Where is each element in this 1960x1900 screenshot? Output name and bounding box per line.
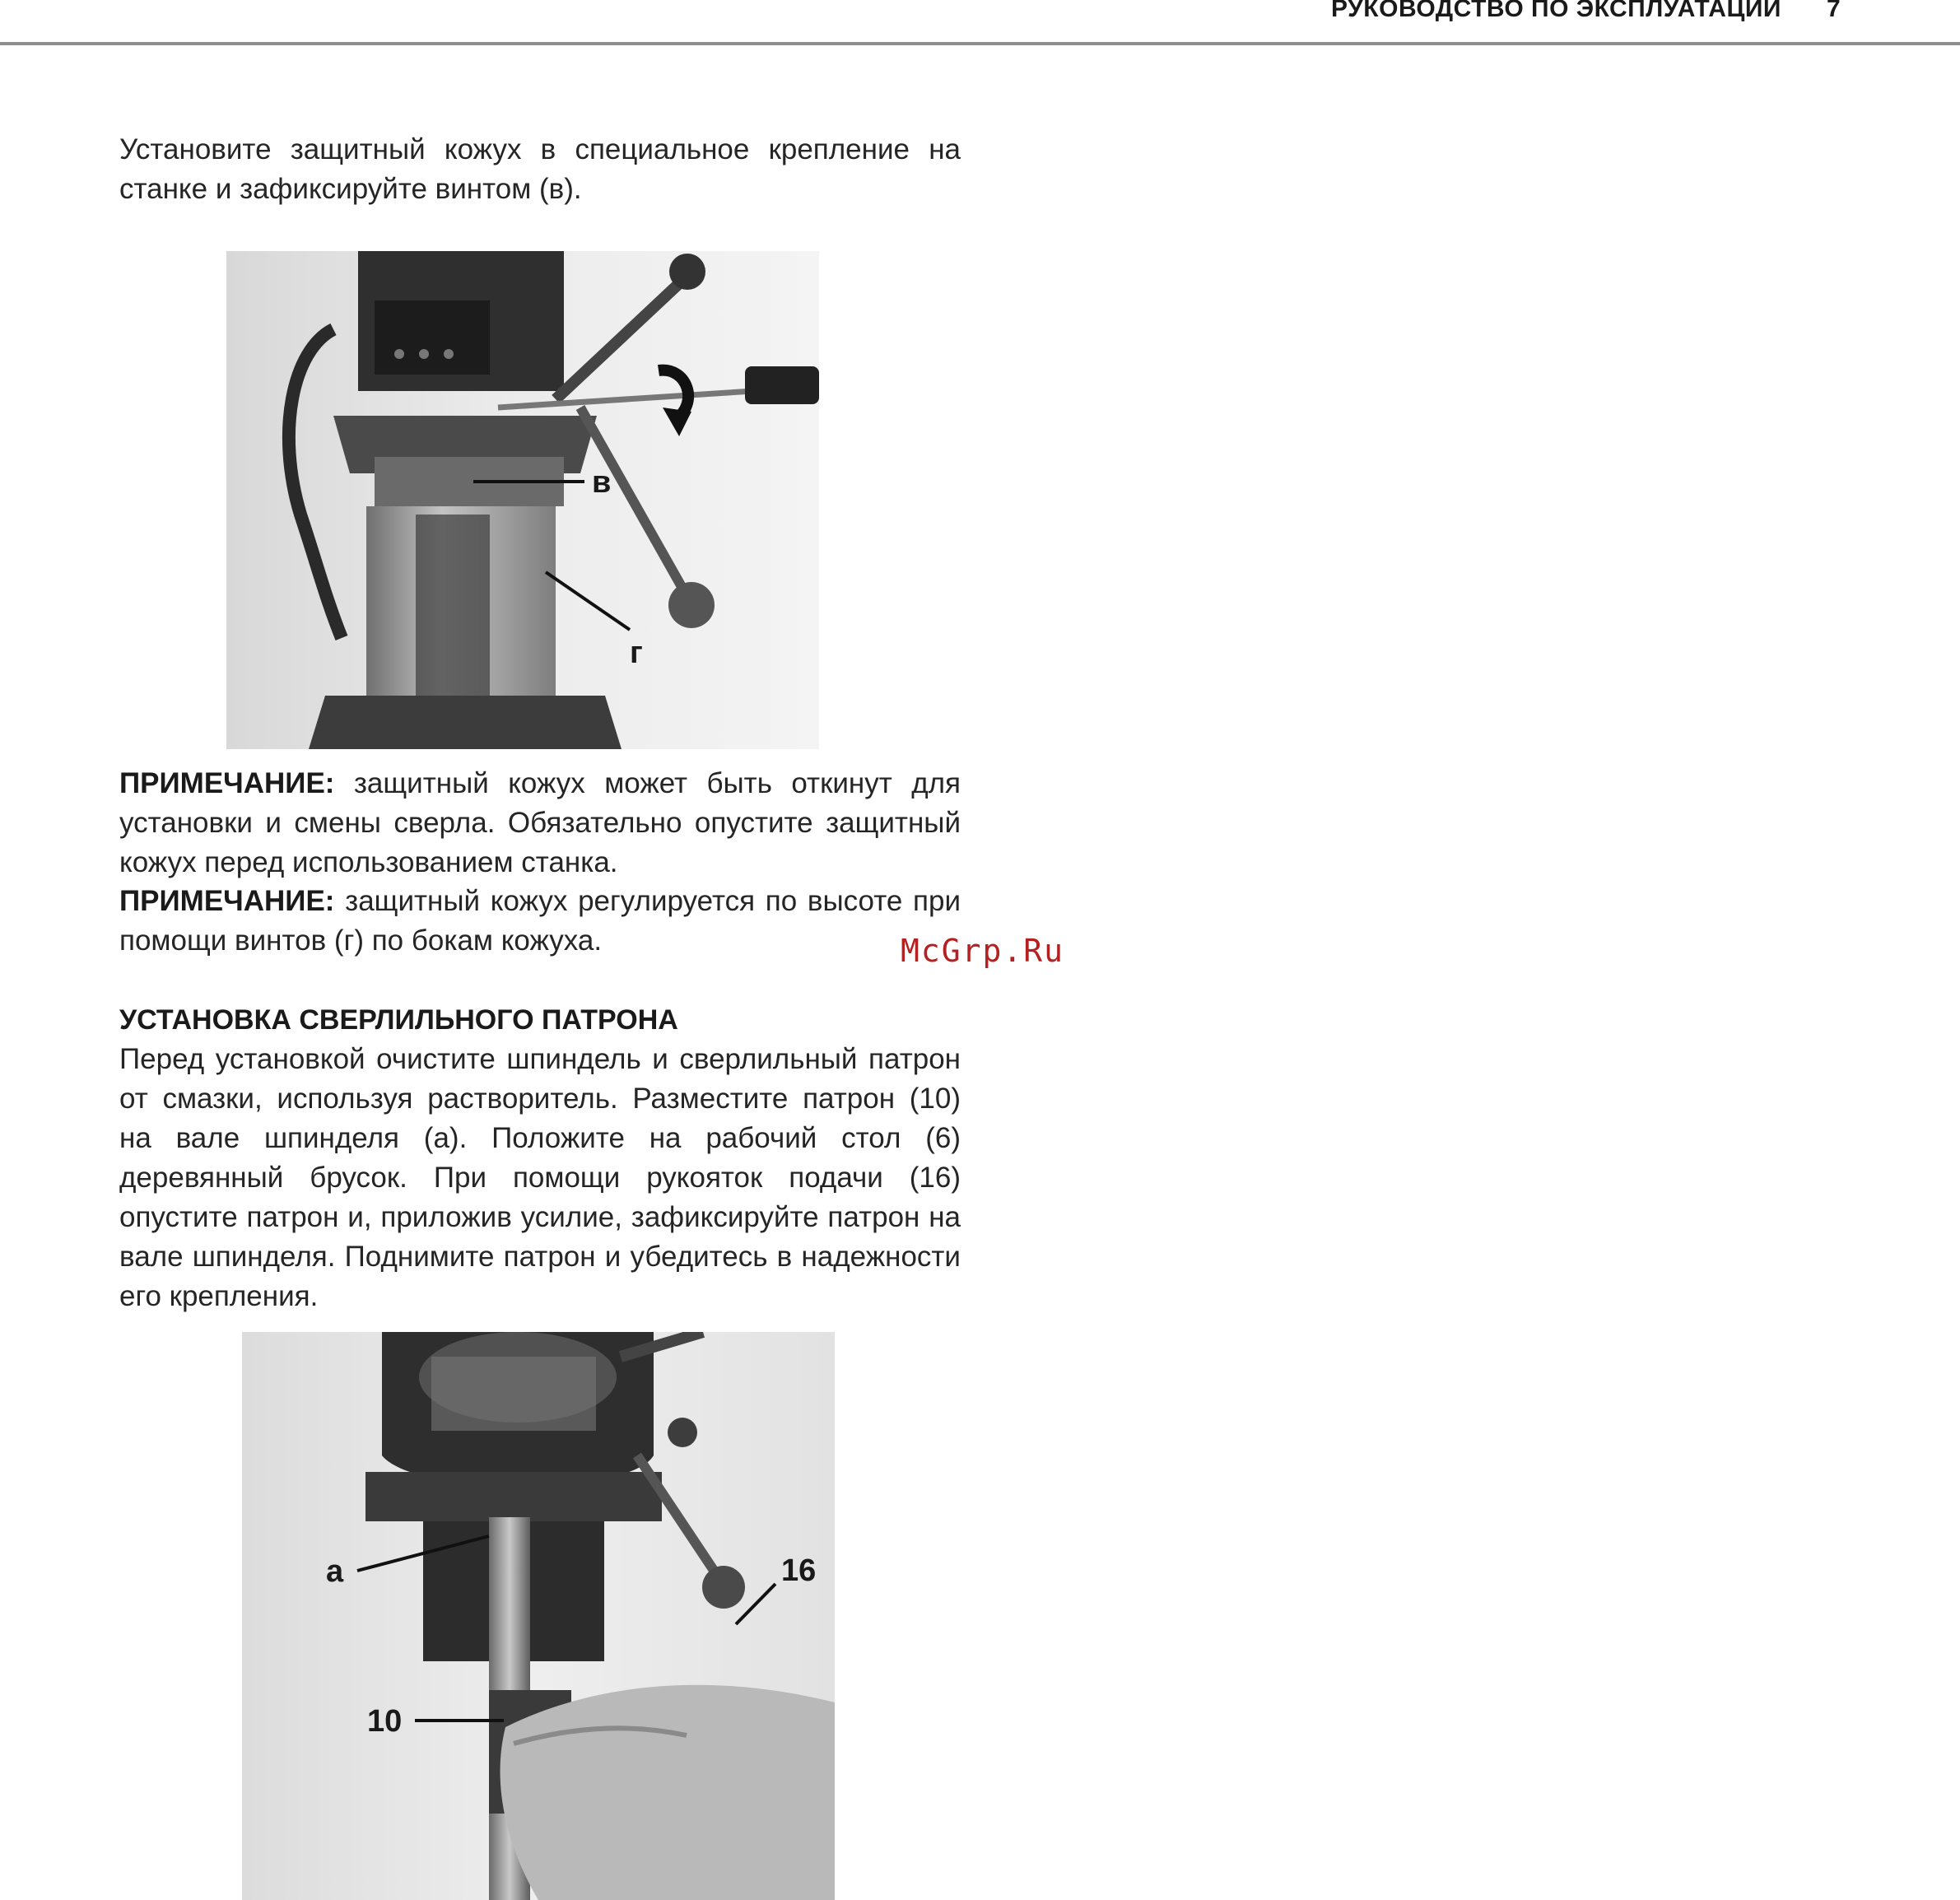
note-2 [119,882,961,961]
section-paragraph: Перед установкой очистите шпиндель и сверлильный патрон от смазки, используя растворитель. Разместите патрон (10) на вале шпинделя (а). Положите на рабочий стол (6) деревянный брусок. При помощи рукояток подачи (16) опустите патрон и, приложив усилие, зафиксируйте патрон на вале шпинделя. Поднимите патрон и убедитесь в надежности его крепления. [119,1043,961,1312]
intro-paragraph: Установите защитный кожух в специальное крепление на станке и зафиксируйте винтом (в). [119,133,961,205]
note-2-text: защитный кожух регулируется по высоте при помощи винтов (г) по бокам кожуха. [119,885,961,957]
note-2-label: ПРИМЕЧАНИЕ: [119,885,335,917]
watermark: McGrp.Ru [901,933,1065,969]
header-title: РУКОВОДСТВО ПО ЭКСПЛУАТАЦИИ [1331,0,1781,22]
note-1 [119,764,961,882]
callout-g: г [630,636,643,670]
callout-v: в [592,465,612,500]
section-heading: УСТАНОВКА СВЕРЛИЛЬНОГО ПАТРОНА [119,1004,678,1036]
header-divider [0,42,1960,45]
guard-installation-photo [226,251,819,749]
callout-a: а [326,1554,344,1589]
page-number: 7 [1827,0,1841,22]
callout-10: 10 [367,1704,403,1739]
note-1-label: ПРИМЕЧАНИЕ: [119,767,335,799]
note-1-text: защитный кожух может быть откинут для установки и смены сверла. Обязательно опустите защитный кожух перед использованием станка. [119,767,961,878]
chuck-installation-photo [242,1332,835,1900]
callout-16: 16 [781,1553,817,1588]
